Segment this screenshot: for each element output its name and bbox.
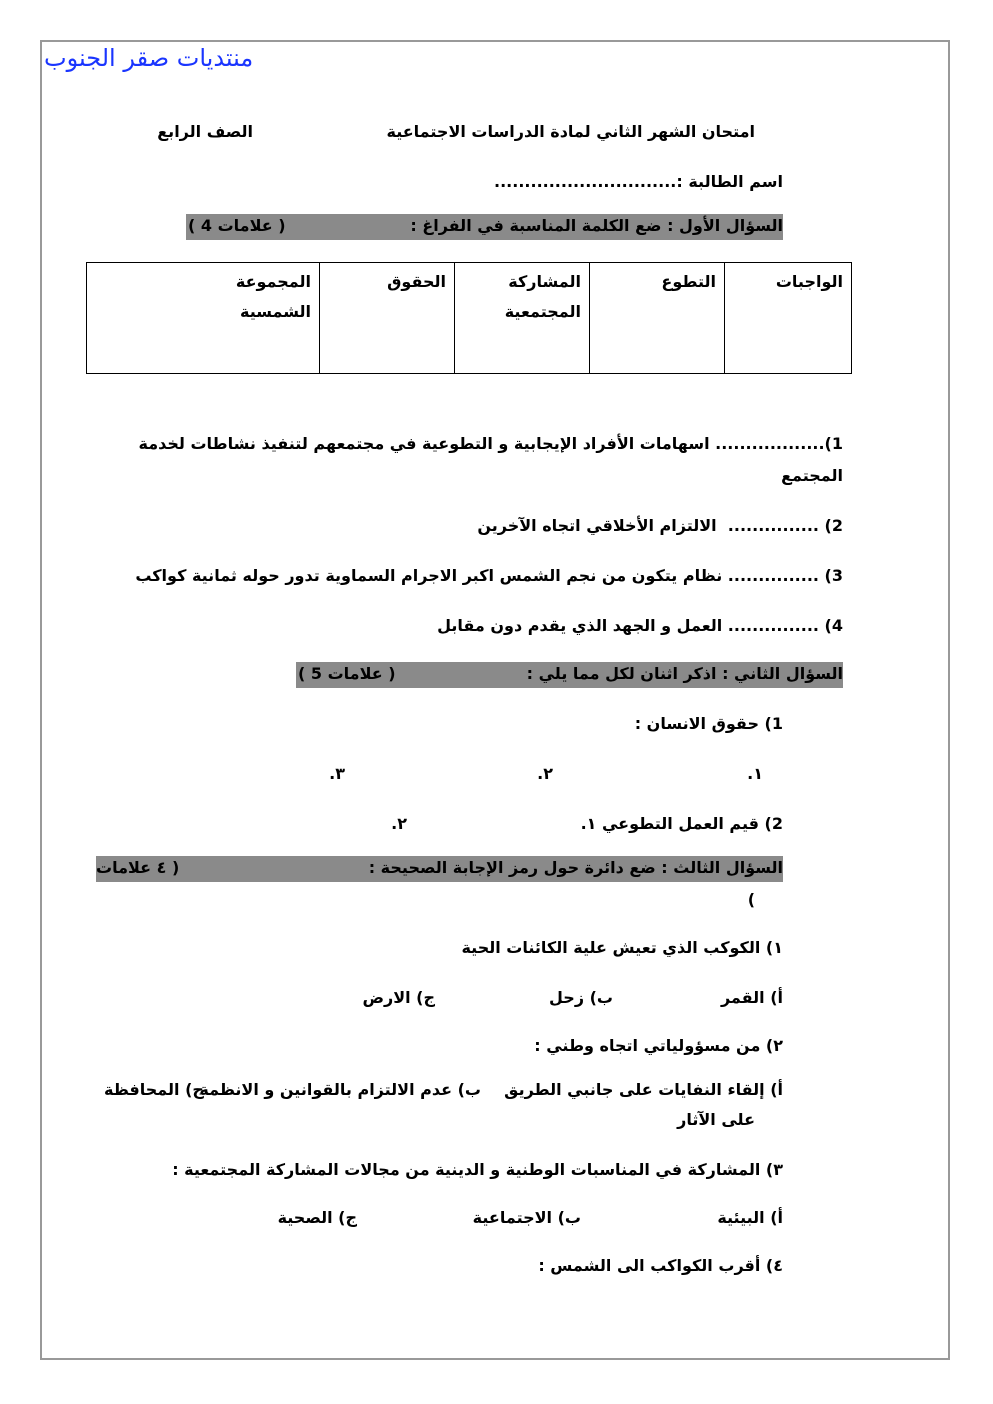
word-bank-cell — [725, 263, 852, 374]
q3-q1-option-a: أ) القمر — [720, 988, 783, 1007]
item-number: 2) — [824, 516, 843, 535]
item-number: 3) — [824, 566, 843, 585]
q3-marks-close: ) — [747, 890, 755, 909]
q3-title: السؤال الثالث : ضع دائرة حول رمز الإجابة الصحيحة : — [368, 858, 783, 877]
word-rights: الحقوق — [387, 272, 446, 291]
q1-item-3 — [135, 566, 843, 585]
q3-stem-1: ١) الكوكب الذي تعيش علية الكائنات الحية — [461, 938, 783, 957]
q3-q2-option-c: ج) المحافظة — [104, 1080, 204, 1099]
grade: الصف الرابع — [157, 122, 253, 141]
item-number: 1) — [824, 434, 843, 453]
item-number: 4) — [824, 616, 843, 635]
q3-q2-option-a: أ) إلقاء النفايات على جانبي الطريق — [504, 1080, 783, 1099]
exam-title: امتحان الشهر الثاني لمادة الدراسات الاجتماعية — [386, 122, 755, 141]
q1-item-1-cont: المجتمع — [781, 466, 843, 485]
item-text: اسهامات الأفراد الإيجابية و التطوعية في مجتمعهم لتنفيذ نشاطات لخدمة — [138, 434, 710, 453]
q3-q3-option-c: ج) الصحية — [277, 1208, 357, 1227]
q1-item-1 — [138, 434, 843, 453]
q3-q1-option-b: ب) زحل — [549, 988, 613, 1007]
word-community-participation: المشاركة المجتمعية — [504, 272, 581, 321]
item-blank: ............... — [727, 516, 819, 535]
item-text: العمل و الجهد الذي يقدم دون مقابل — [437, 616, 723, 635]
q2-item-2: 2) قيم العمل التطوعي ١. — [580, 814, 783, 833]
item-text: نظام يتكون من نجم الشمس اكبر الاجرام السماوية تدور حوله ثمانية كواكب — [135, 566, 723, 585]
item-blank: ............... — [727, 616, 819, 635]
item-blank: ............... — [727, 566, 819, 585]
q1-title: السؤال الأول : ضع الكلمة المناسبة في الفراغ : — [410, 216, 783, 235]
q3-stem-2: ٢) من مسؤولياتي اتجاه وطني : — [534, 1036, 783, 1055]
q3-marks: ( ٤ علامات — [96, 858, 180, 877]
q3-stem-4: ٤) أقرب الكواكب الى الشمس : — [538, 1256, 783, 1275]
word-bank-cell — [320, 263, 455, 374]
q3-q2-option-b: ب) عدم الالتزام بالقوانين و الانظمة — [199, 1080, 481, 1099]
q2-point-3: ٣. — [329, 764, 345, 783]
q1-marks: ( 4 علامات ) — [188, 216, 286, 235]
q2-title: السؤال الثاني : اذكر اثنان لكل مما يلي : — [526, 664, 843, 683]
item-text: الالتزام الأخلاقي اتجاه الآخرين — [477, 516, 717, 535]
item-blank: .................. — [715, 434, 825, 453]
q2-item-1: 1) حقوق الانسان : — [634, 714, 783, 733]
q3-stem-3: ٣) المشاركة في المناسبات الوطنية و الدينية من مجالات المشاركة المجتمعية : — [172, 1160, 783, 1179]
q1-item-2 — [477, 516, 843, 535]
q3-q3-option-b: ب) الاجتماعية — [472, 1208, 581, 1227]
q2-point-2: ٢. — [537, 764, 553, 783]
word-bank-table — [86, 262, 852, 374]
word-volunteering: التطوع — [661, 272, 716, 291]
q3-q1-option-c: ج) الارض — [362, 988, 435, 1007]
word-bank-cell — [87, 263, 320, 374]
q2-item-2-point-2: ٢. — [391, 814, 407, 833]
q2-point-1: ١. — [747, 764, 763, 783]
word-duties: الواجبات — [775, 272, 843, 291]
word-bank-cell — [590, 263, 725, 374]
q3-q3-option-a: أ) البيئية — [717, 1208, 783, 1227]
q1-item-4 — [437, 616, 843, 635]
word-bank-cell — [455, 263, 590, 374]
watermark: منتديات صقر الجنوب — [44, 44, 254, 72]
student-name-field: اسم الطالبة :.............................. — [494, 172, 783, 191]
q2-marks: ( 5 علامات ) — [298, 664, 396, 683]
word-solar-system: المجموعة الشمسية — [235, 272, 311, 321]
q3-q2-option-c-cont: على الآثار — [677, 1110, 755, 1129]
